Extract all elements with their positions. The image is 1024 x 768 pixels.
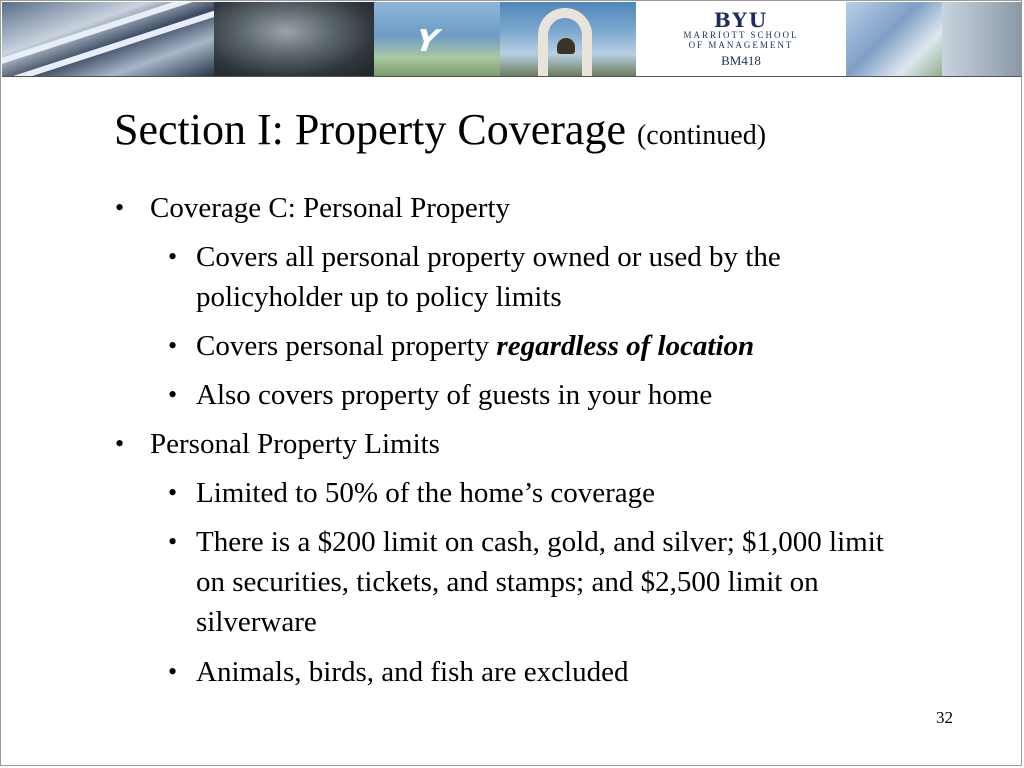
course-code: BM418 bbox=[721, 52, 761, 68]
bullet-text: Limited to 50% of the home’s coverage bbox=[196, 477, 656, 509]
bullet-covers-all bbox=[168, 237, 906, 317]
bullet-coverage-c bbox=[115, 188, 910, 228]
bullet-animals-excluded bbox=[168, 652, 906, 692]
bullet-limits bbox=[115, 424, 910, 464]
bullet-text: There is a $200 limit on cash, gold, and silver; $1,000 limit on securities, tickets, and stamps; and $2,500 limit on silverware bbox=[196, 526, 884, 638]
slide-title-suffix: (continued) bbox=[636, 120, 767, 151]
bullet-dot-icon: • bbox=[115, 429, 125, 458]
bullet-guests bbox=[168, 375, 906, 415]
bullet-text: Covers personal property bbox=[196, 330, 497, 362]
school-logo-line1: MARRIOTT SCHOOL bbox=[683, 29, 799, 40]
bullet-text: Covers all personal property owned or used by the policyholder up to policy limits bbox=[196, 241, 781, 313]
bullet-dot-icon: • bbox=[168, 380, 178, 409]
school-logo-byu: BYU bbox=[713, 7, 769, 32]
school-logo-line2: OF MANAGEMENT bbox=[688, 39, 794, 50]
page-number: 32 bbox=[936, 708, 953, 727]
bullet-text: Personal Property Limits bbox=[150, 428, 440, 460]
bullet-dot-icon: • bbox=[168, 242, 178, 271]
bullet-fifty-percent bbox=[168, 473, 906, 513]
bullet-dot-icon: • bbox=[168, 657, 178, 686]
bullet-dot-icon: • bbox=[168, 478, 178, 507]
bullet-dot-icon: • bbox=[168, 527, 178, 556]
bullet-text: Coverage C: Personal Property bbox=[150, 192, 511, 224]
y-logo-icon: Y bbox=[409, 24, 445, 59]
bullet-text: Also covers property of guests in your home bbox=[196, 379, 713, 411]
bullet-dollar-limits bbox=[168, 522, 906, 642]
bullet-regardless-location bbox=[168, 326, 906, 366]
slide-title-main: Section I: Property Coverage bbox=[114, 105, 626, 154]
bullet-dot-icon: • bbox=[115, 193, 125, 222]
bullet-emphasis: regardless of location bbox=[496, 330, 755, 362]
bullet-text: Animals, birds, and fish are excluded bbox=[196, 656, 629, 688]
bullet-dot-icon: • bbox=[168, 331, 178, 360]
